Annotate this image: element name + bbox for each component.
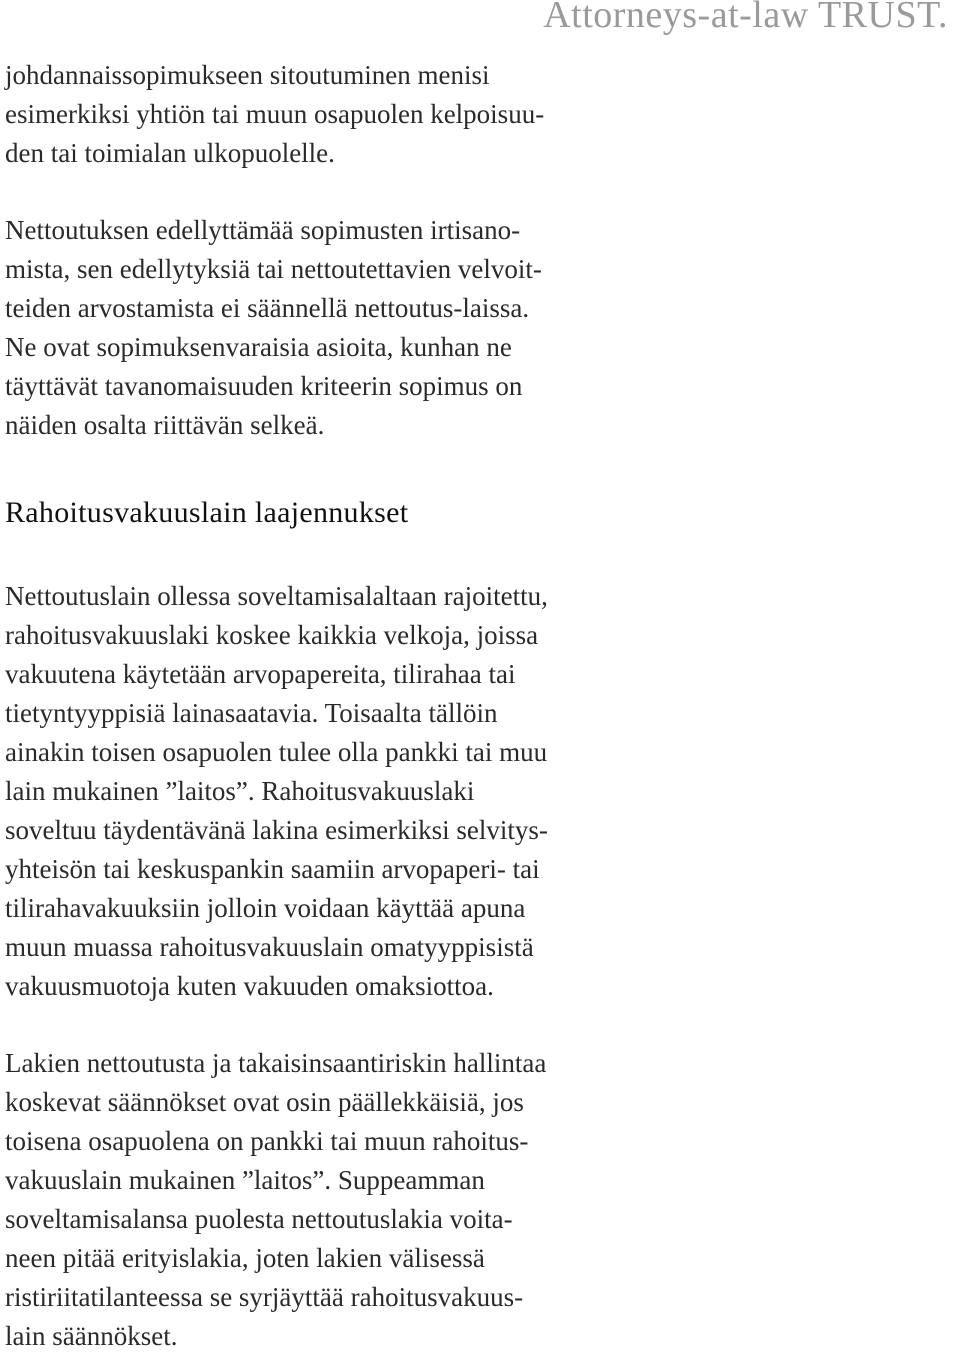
paragraph-scope-limit: johdannaissopimukseen sitoutuminen menisi esimerkiksi yhtiön tai muun osapuolen kelpoisuu- den tai toimialan ulkopuolelle. [5, 60, 545, 168]
paragraph-termination-terms: Nettoutuksen edellyttämää sopimusten irtisano- mista, sen edellytyksiä tai nettoutettavien velvoit- teiden arvostamista ei säännellä nettoutus-laissa. Ne ovat sopimuksenvaraisia asioita, kunhan ne täyttävät tavanomaisuuden kriteerin sopimus on näiden osalta riittävän selkeä. [5, 215, 542, 440]
paragraph-overlapping-provisions: Lakien nettoutusta ja takaisinsaantiriskin hallintaa koskevat säännökset ovat osin päällekkäisiä, jos toisena osapuolena on pankki tai muun rahoitus- vakuuslain mukainen ”laitos”. Suppeamman soveltamisalansa puolesta nettoutuslakia voita- neen pitää erityislakia, joten lakien välisessä ristiriitatilanteessa se syrjäyttää rahoitusvakuus- lain säännökset. [5, 1048, 547, 1351]
firm-header: Attorneys-at-law TRUST. [543, 0, 948, 36]
section-heading: Rahoitusvakuuslain laajennukset [5, 496, 409, 529]
paragraph-collateral-law-scope: Nettoutuslain ollessa soveltamisalaltaan rajoitettu, rahoitusvakuuslaki koskee kaikkia velkoja, joissa vakuutena käytetään arvopapereita, tilirahaa tai tietyntyyppisiä lainasaatavia. Toisaalta tällöin ainakin toisen osapuolen tulee olla pankki tai muu lain mukainen ”laitos”. Rahoitusvakuuslaki soveltuu täydentävänä lakina esimerkiksi selvitys- yhteisön tai keskuspankin saamiin arvopaperi- tai tilirahavakuuksiin jolloin voidaan käyttää apuna muun muassa rahoitusvakuuslain omatyyppisistä vakuusmuotoja kuten vakuuden omaksiottoa. [5, 581, 548, 1001]
document-body [5, 56, 708, 1356]
